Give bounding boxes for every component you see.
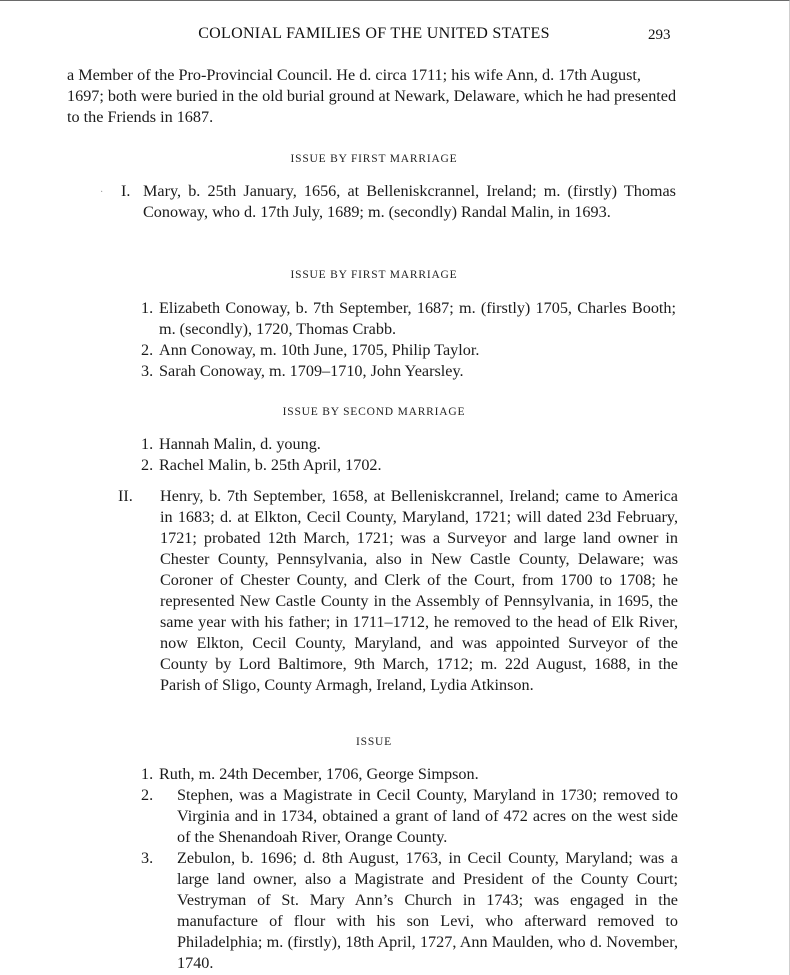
entry-text: Stephen, was a Magistrate in Cecil County, Maryland in 1730; removed to Virginia and in 1734, obtained a grant of land of 472 acres on the west side of the Shenandoah River, Orange County. — [177, 786, 678, 846]
child-entry-henry — [118, 486, 678, 696]
entry-numeral: 1. — [141, 765, 154, 783]
entry-text: Ann Conoway, m. 10th June, 1705, Philip Taylor. — [159, 341, 480, 359]
entry-numeral: 3. — [141, 362, 154, 380]
entry-numeral: 2. — [141, 456, 154, 474]
section-heading-issue-first-marriage: ISSUE BY FIRST MARRIAGE — [290, 153, 458, 165]
entry-numeral: I. — [121, 182, 131, 200]
entry-text: Zebulon, b. 1696; d. 8th August, 1763, in Cecil County, Maryland; was a large land owner, also a Magistrate and President of the County Court; Vestryman of St. Mary Ann’s Church in 1743; was engaged in the manufacture of flour with his son Levi, who afterward removed to Philadelphia; m. (firstly), 18th April, 1727, Ann Maulden, who d. November, 1740. — [177, 849, 678, 972]
page-number: 293 — [648, 27, 671, 43]
grandchild-entry — [141, 340, 676, 361]
section-heading-issue: ISSUE — [356, 736, 392, 748]
grandchild-entry — [141, 298, 676, 340]
grandchild-entry — [141, 361, 676, 382]
grandchild-entry — [141, 434, 676, 455]
child-entry-mary — [121, 181, 676, 223]
entry-text: Hannah Malin, d. young. — [159, 435, 321, 453]
entry-text: Rachel Malin, b. 25th April, 1702. — [159, 456, 382, 474]
entry-text: Mary, b. 25th January, 1656, at Belleniskcrannel, Ireland; m. (firstly) Thomas Conoway, who d. 17th July, 1689; m. (secondly) Randal Malin, in 1693. — [143, 182, 676, 221]
section-heading-issue-first-marriage-2: ISSUE BY FIRST MARRIAGE — [290, 269, 458, 281]
entry-numeral: 1. — [141, 299, 154, 317]
grandchild-entry — [141, 785, 678, 848]
entry-text: Sarah Conoway, m. 1709–1710, John Yearsley. — [159, 362, 464, 380]
entry-text: Henry, b. 7th September, 1658, at Belleniskcrannel, Ireland; came to America in 1683; d. at Elkton, Cecil County, Maryland, 1721; will dated 23d February, 1721; probated 12th March, 1721; was a Surveyor and large land owner in Chester County, Pennsylvania, also in New Castle County, Delaware; was Coroner of Chester County, and Clerk of the Court, from 1700 to 1708; he represented New Castle County in the Assembly of Pennsylvania, in 1695, the same year with his father; in 1711–1712, he removed to the head of Elk River, now Elkton, Cecil County, Maryland, and was appointed Surveyor of the County by Lord Baltimore, 9th March, 1712; m. 22d August, 1688, in the Parish of Sligo, County Armagh, Ireland, Lydia Atkinson. — [160, 487, 678, 694]
grandchild-entry — [141, 455, 676, 476]
entry-numeral: 1. — [141, 435, 154, 453]
entry-numeral: II. — [118, 487, 133, 505]
grandchild-entry — [141, 764, 678, 785]
opening-paragraph: a Member of the Pro-Provincial Council. He d. circa 1711; his wife Ann, d. 17th August, 1697; both were buried in the old burial ground at Newark, Delaware, which he had presented to the Friends in 1687. — [67, 66, 677, 126]
entry-text: Ruth, m. 24th December, 1706, George Simpson. — [159, 765, 479, 783]
grandchild-entry — [141, 848, 678, 974]
running-head — [0, 25, 790, 45]
entry-text: Elizabeth Conoway, b. 7th September, 1687; m. (firstly) 1705, Charles Booth; m. (secondly), 1720, Thomas Crabb. — [159, 299, 676, 338]
entry-numeral: 2. — [141, 786, 154, 804]
margin-mark: · — [100, 187, 104, 198]
entry-numeral: 3. — [141, 849, 154, 867]
running-title: COLONIAL FAMILIES OF THE UNITED STATES — [198, 25, 550, 42]
section-heading-issue-second-marriage: ISSUE BY SECOND MARRIAGE — [282, 406, 466, 418]
entry-numeral: 2. — [141, 341, 154, 359]
